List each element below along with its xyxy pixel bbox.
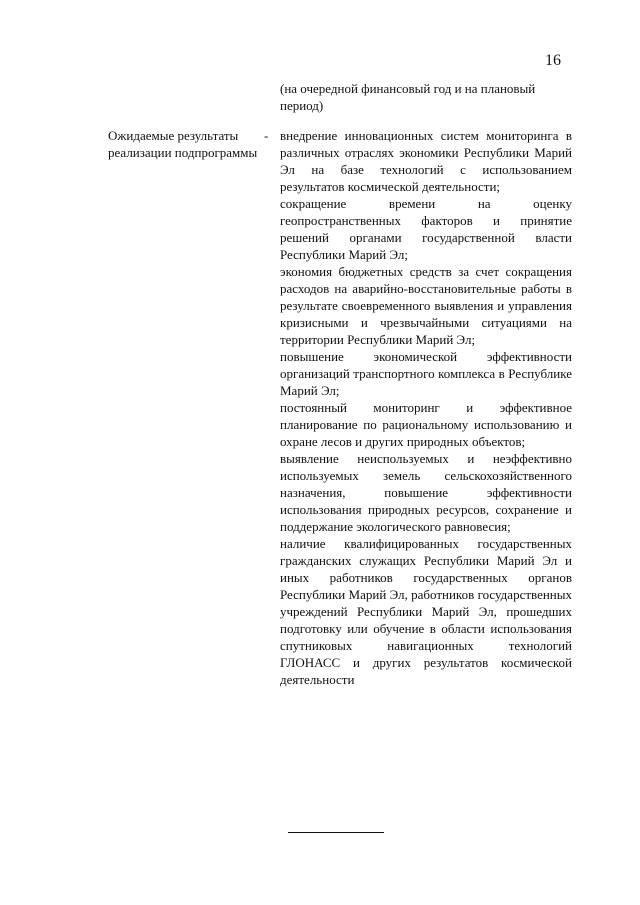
- section-label: Ожидаемые результаты реализации подпрограммы: [108, 128, 258, 160]
- result-item: экономия бюджетных средств за счет сокращения расходов на аварийно-восстановительные работы в результате своевременного выявления и управления кризисными и чрезвычайными ситуациями на территории Республики Марий Эл;: [280, 264, 572, 347]
- end-rule: [288, 832, 384, 833]
- page-number: 16: [545, 52, 561, 69]
- results-list: [280, 127, 572, 688]
- continuation-text: (на очередной финансовый год и на плановый период): [280, 81, 536, 113]
- result-item: повышение экономической эффективности организаций транспортного комплекса в Республике Марий Эл;: [280, 349, 572, 398]
- list-dash: -: [264, 128, 269, 143]
- result-item: сокращение времени на оценку геопространственных факторов и принятие решений органами государственной власти Республики Марий Эл;: [280, 196, 572, 262]
- result-item: внедрение инновационных систем мониторинга в различных отраслях экономики Республики Марий Эл на базе технологий с использованием результатов космической деятельности;: [280, 128, 572, 194]
- result-item: наличие квалифицированных государственных гражданских служащих Республики Марий Эл и иных работников государственных органов Республики Марий Эл, работников государственных учреждений Республики Марий Эл, прошедших подготовку или обучение в области использования спутниковых навигационных технологий ГЛОНАСС и других результатов космической деятельности: [280, 536, 572, 687]
- result-item: постоянный мониторинг и эффективное планирование по рациональному использованию и охране лесов и других природных объектов;: [280, 400, 572, 449]
- result-item: выявление неиспользуемых и неэффективно используемых земель сельскохозяйственного назначения, повышение эффективности использования природных ресурсов, сохранение и поддержание экологического равновесия;: [280, 451, 572, 534]
